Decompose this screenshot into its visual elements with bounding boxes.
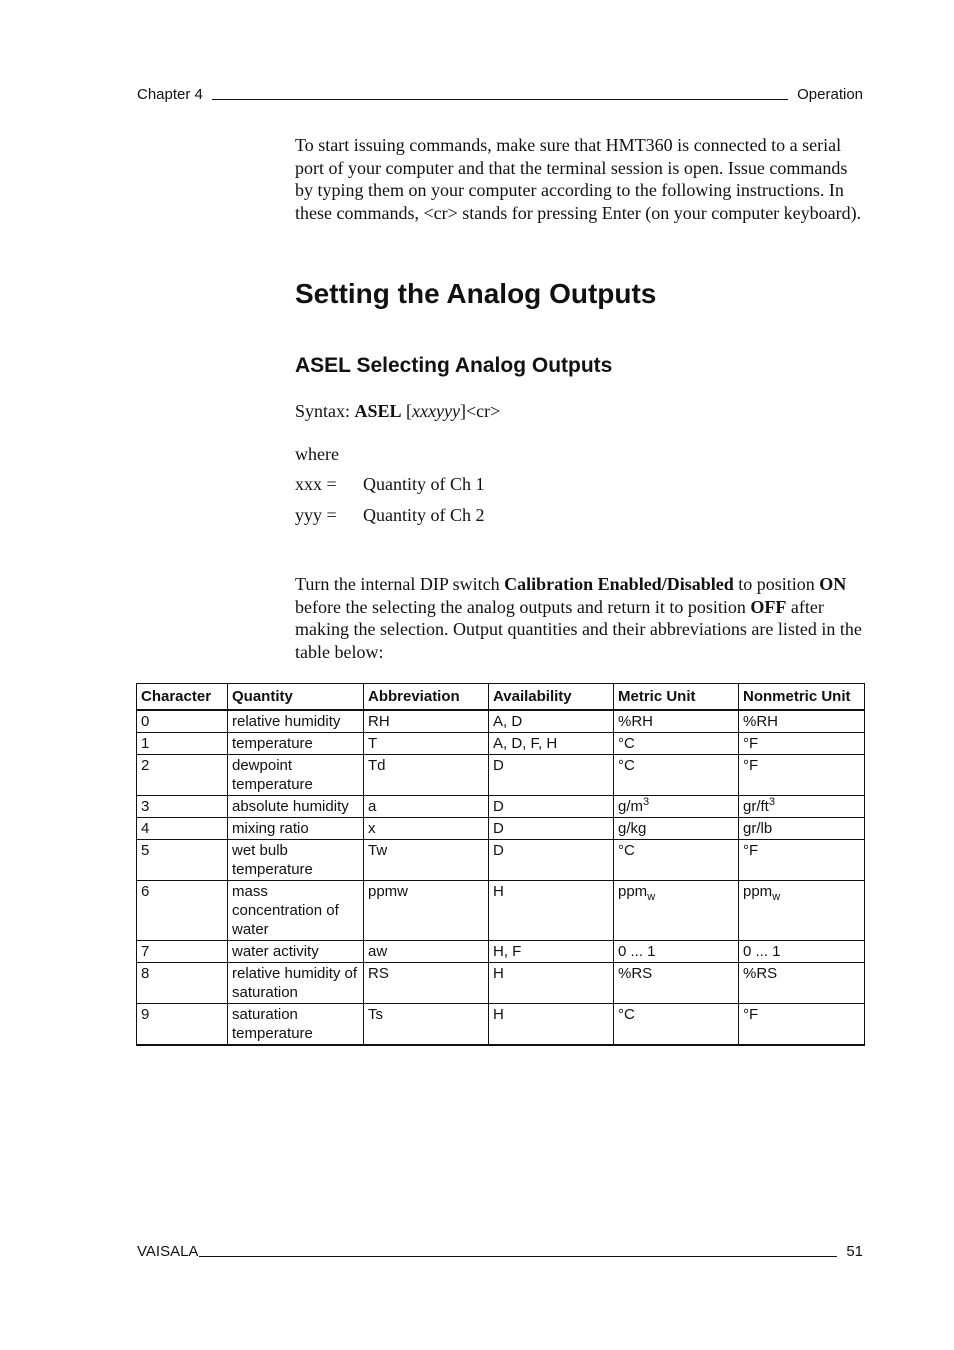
- header-section: Operation: [797, 86, 863, 103]
- cell-quantity: relative humidity: [228, 710, 364, 733]
- definition-value: Quantity of Ch 1: [363, 474, 485, 494]
- instruction-text: after making the selection. Output quantities and their abbreviations are listed in the table below:: [295, 596, 862, 662]
- cell-availability: H, F: [489, 941, 614, 963]
- header-rule: [212, 99, 788, 100]
- unit-base: ppm: [743, 883, 773, 900]
- cell-abbreviation: T: [364, 733, 489, 755]
- definition-key: yyy =: [295, 505, 337, 525]
- definition-list: [295, 474, 863, 536]
- table-row: [137, 963, 865, 1004]
- table-row: [137, 818, 865, 840]
- cell-metric-unit: 0 ... 1: [614, 941, 739, 963]
- instruction-text: Turn the internal DIP switch: [295, 574, 505, 594]
- cell-metric-unit: %RH: [614, 710, 739, 733]
- cell-nonmetric-unit: gr/lb: [739, 818, 865, 840]
- syntax-prefix: Syntax:: [295, 401, 355, 421]
- cell-character: 9: [137, 1004, 228, 1046]
- page-footer: [137, 1243, 863, 1260]
- syntax-close: ]<cr>: [459, 401, 501, 421]
- cell-nonmetric-unit: °F: [739, 755, 865, 796]
- cell-nonmetric-unit: °F: [739, 733, 865, 755]
- table-row: [137, 710, 865, 733]
- table-row: [137, 796, 865, 818]
- cell-character: 2: [137, 755, 228, 796]
- footer-rule: [199, 1256, 837, 1257]
- cell-metric-unit: °C: [614, 840, 739, 881]
- cell-availability: D: [489, 796, 614, 818]
- cell-abbreviation: a: [364, 796, 489, 818]
- unit-base: ppm: [618, 883, 648, 900]
- cell-quantity: absolute humidity: [228, 796, 364, 818]
- table-row: [137, 941, 865, 963]
- cell-character: 8: [137, 963, 228, 1004]
- cell-nonmetric-unit: [739, 881, 865, 941]
- cell-availability: A, D, F, H: [489, 733, 614, 755]
- column-header: Quantity: [228, 684, 364, 711]
- cell-metric-unit: %RS: [614, 963, 739, 1004]
- definition-row: [295, 474, 863, 505]
- syntax-open: [: [406, 401, 413, 421]
- definition-row: [295, 505, 863, 536]
- cell-availability: D: [489, 840, 614, 881]
- instruction-text: before the selecting the analog outputs and return it to position: [295, 596, 751, 617]
- cell-nonmetric-unit: %RH: [739, 710, 865, 733]
- cell-abbreviation: Tw: [364, 840, 489, 881]
- cell-metric-unit: °C: [614, 1004, 739, 1046]
- cell-character: 1: [137, 733, 228, 755]
- definition-key: xxx =: [295, 474, 337, 494]
- cell-nonmetric-unit: %RS: [739, 963, 865, 1004]
- cell-quantity: dewpoint temperature: [228, 755, 364, 796]
- table-header-row: [137, 684, 865, 711]
- cell-abbreviation: Ts: [364, 1004, 489, 1046]
- page-number: 51: [846, 1243, 863, 1260]
- cell-metric-unit: g/kg: [614, 818, 739, 840]
- quantity-table: [136, 683, 865, 1046]
- cell-quantity: temperature: [228, 733, 364, 755]
- syntax-command: ASEL: [354, 401, 402, 421]
- cell-character: 3: [137, 796, 228, 818]
- intro-paragraph: To start issuing commands, make sure that HMT360 is connected to a serial port of your computer and that the terminal session is open. Issue commands by typing them on your computer according to the following instructions. In these commands, <cr> stands for pressing Enter (on your computer keyboard).: [295, 135, 862, 223]
- cell-availability: D: [489, 818, 614, 840]
- cell-metric-unit: °C: [614, 733, 739, 755]
- footer-brand: VAISALA: [137, 1243, 199, 1260]
- cell-nonmetric-unit: 0 ... 1: [739, 941, 865, 963]
- page-header: [137, 86, 863, 103]
- table-row: [137, 1004, 865, 1046]
- unit-exponent: 3: [768, 796, 775, 808]
- position-off: OFF: [750, 596, 787, 617]
- cell-abbreviation: RH: [364, 710, 489, 733]
- cell-availability: H: [489, 1004, 614, 1046]
- syntax-param: xxxyyy: [412, 401, 460, 421]
- cell-nonmetric-unit: °F: [739, 840, 865, 881]
- table-row: [137, 733, 865, 755]
- instruction-text: to position: [733, 574, 820, 594]
- cell-availability: A, D: [489, 710, 614, 733]
- column-header: Abbreviation: [364, 684, 489, 711]
- unit-subscript: w: [647, 891, 656, 903]
- table-row: [137, 840, 865, 881]
- cell-nonmetric-unit: °F: [739, 1004, 865, 1046]
- section-title: Setting the Analog Outputs: [295, 278, 657, 309]
- column-header: Metric Unit: [614, 684, 739, 711]
- instruction-paragraph: [295, 573, 863, 663]
- unit-base: g/m: [618, 798, 644, 815]
- position-on: ON: [819, 574, 847, 594]
- column-header: Nonmetric Unit: [739, 684, 865, 711]
- cell-metric-unit: °C: [614, 755, 739, 796]
- cell-quantity: saturation temperature: [228, 1004, 364, 1046]
- where-label: where: [295, 444, 339, 464]
- unit-subscript: w: [772, 891, 781, 903]
- cell-character: 7: [137, 941, 228, 963]
- cell-abbreviation: aw: [364, 941, 489, 963]
- column-header: Availability: [489, 684, 614, 711]
- cell-nonmetric-unit: [739, 796, 865, 818]
- cell-availability: D: [489, 755, 614, 796]
- cell-metric-unit: [614, 881, 739, 941]
- column-header: Character: [137, 684, 228, 711]
- cell-availability: H: [489, 881, 614, 941]
- switch-name: Calibration Enabled/Disabled: [504, 574, 734, 594]
- unit-base: gr/ft: [743, 798, 769, 815]
- cell-quantity: relative humidity of saturation: [228, 963, 364, 1004]
- cell-quantity: mixing ratio: [228, 818, 364, 840]
- cell-character: 4: [137, 818, 228, 840]
- cell-quantity: mass concentration of water: [228, 881, 364, 941]
- cell-abbreviation: x: [364, 818, 489, 840]
- cell-character: 5: [137, 840, 228, 881]
- cell-abbreviation: RS: [364, 963, 489, 1004]
- cell-abbreviation: ppmw: [364, 881, 489, 941]
- cell-quantity: water activity: [228, 941, 364, 963]
- syntax-line: [295, 401, 863, 422]
- subsection-title: ASEL Selecting Analog Outputs: [295, 354, 613, 377]
- cell-character: 0: [137, 710, 228, 733]
- cell-quantity: wet bulb temperature: [228, 840, 364, 881]
- cell-metric-unit: [614, 796, 739, 818]
- table-row: [137, 881, 865, 941]
- cell-abbreviation: Td: [364, 755, 489, 796]
- cell-availability: H: [489, 963, 614, 1004]
- header-chapter: Chapter 4: [137, 86, 203, 103]
- definition-value: Quantity of Ch 2: [363, 505, 485, 525]
- table-row: [137, 755, 865, 796]
- cell-character: 6: [137, 881, 228, 941]
- unit-exponent: 3: [643, 796, 650, 808]
